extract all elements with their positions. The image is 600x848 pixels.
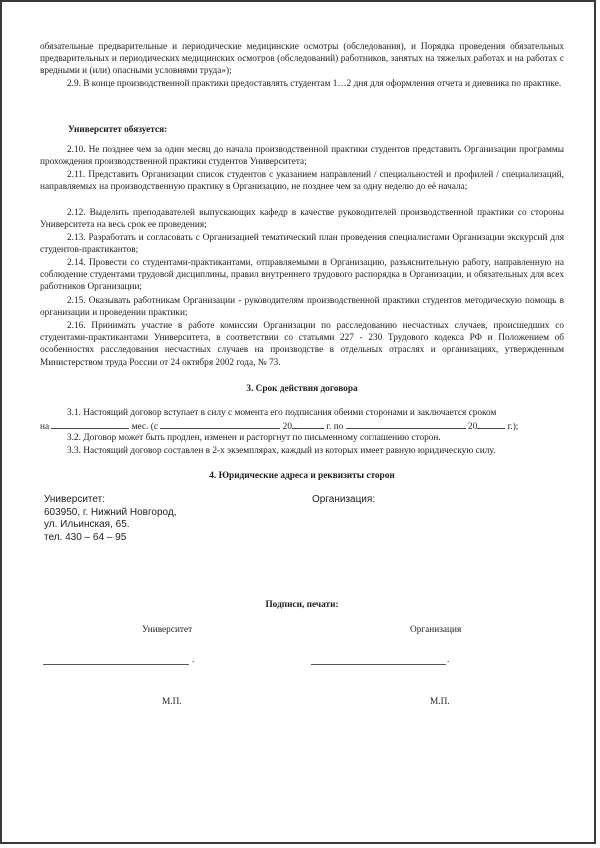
section-heading-addresses: 4. Юридические адреса и реквизиты сторон — [209, 471, 395, 481]
paragraph-2-15: 2.15. Оказывать работникам Организации - руководителям производственной практики студентов методическую помощь в организации и проведении практики; — [40, 296, 564, 319]
paragraph-2-16: 2.16. Принимать участие в работе комиссии Организации по расследованию несчастных случаев, происшедших со студентами-практикантами Университета, в соответствии со статьями 227 - 230 Трудового кодекса РФ и Положением об особенностях расследования несчастных случаев на производстве в отдельных отраслях и организациях, утвержденным Министерством труда России от 24 октября 2002 года, № 73. — [40, 321, 564, 368]
signature-university-line[interactable] — [43, 664, 189, 665]
university-label: Университет: — [44, 494, 105, 505]
term-start-date-blank[interactable] — [160, 419, 280, 429]
stamp-university: М.П. — [162, 697, 182, 707]
paragraph-2-13: 2.13. Разработать и согласовать с Организацией тематический план проведения специалистами Организации экскурсий для студентов-практикантов; — [40, 233, 564, 256]
organization-label: Организация: — [312, 494, 376, 505]
university-address-line-2: ул. Ильинская, 65. — [44, 519, 130, 530]
signature-organization-line[interactable] — [311, 664, 446, 665]
signatures-heading: Подписи, печати: — [265, 600, 339, 610]
term-na-text: на — [40, 422, 50, 432]
paragraph-2-14: 2.14. Провести со студентами-практикантами, отправляемыми в Организацию, разъяснительную работу, направленную на соблюдение студентами трудовой дисциплины, правил внутреннего трудового распорядка в Организации, и обязательных для всех работников Организации; — [40, 258, 564, 293]
university-phone: тел. 430 – 64 – 95 — [44, 531, 127, 543]
university-address-line-1: 603950, г. Нижний Новгород, — [44, 506, 177, 518]
term-start-year-blank[interactable] — [292, 419, 324, 429]
signature-organization-dot: . — [447, 655, 450, 665]
term-months-text: мес. (с — [131, 422, 159, 432]
paragraph-3-1: 3.1. Настоящий договор вступает в силу с момента его подписания обеими сторонами и заключается сроком — [67, 408, 497, 418]
signature-university-dot: . — [192, 655, 195, 665]
paragraph-3-2: 3.2. Договор может быть продлен, изменен и расторгнут по письменному соглашению сторон. — [67, 433, 441, 443]
paragraph-2-12: 2.12. Выделить преподавателей выпускающих кафедр в качестве руководителей производственной практики со стороны Университета на весь срок ее проведения; — [40, 208, 564, 231]
signature-organization-label: Организация — [410, 625, 462, 635]
term-end-text: г.); — [507, 422, 519, 432]
stamp-organization: М.П. — [430, 697, 450, 707]
section-heading-university-obligations: Университет обязуется: — [68, 125, 168, 135]
paragraph-2-9: 2.9. В конце производственной практики предоставлять студентам 1…2 дня для оформления отчета и дневника по практике. — [67, 79, 562, 89]
term-end-year-prefix: 20 — [468, 422, 478, 432]
term-until-text: г. по — [326, 422, 344, 432]
paragraph-2-8-continuation: обязательные предварительные и периодические медицинские осмотры (обследования), и Порядка проведения обязательных предварительных и периодических медицинских осмотров (обследований) работников, занятых на тяжелых работах и на работах с вредными и (или) опасными условиями труда»); — [40, 42, 564, 77]
university-address-block — [44, 494, 176, 544]
paragraph-2-10: 2.10. Не позднее чем за один месяц до начала производственной практики студентов представить Организации программы прохождения производственной практики студентов Университета; — [40, 145, 564, 168]
paragraph-2-11: 2.11. Представить Организации список студентов с указанием направлений / специальностей и профилей / специализаций, направляемых на производственную практику в Организацию, не позднее чем за одну неделю до её начала; — [40, 170, 564, 193]
term-start-year-prefix: 20 — [282, 422, 292, 432]
section-heading-term: 3. Срок действия договора — [246, 384, 358, 394]
term-end-year-blank[interactable] — [477, 419, 505, 429]
signature-university-label: Университет — [142, 625, 193, 635]
paragraph-3-3: 3.3. Настоящий договор составлен в 2-х экземплярах, каждый из которых имеет равную юридическую силу. — [67, 446, 496, 456]
term-end-date-blank[interactable] — [346, 419, 466, 429]
term-months-blank[interactable] — [51, 419, 129, 429]
